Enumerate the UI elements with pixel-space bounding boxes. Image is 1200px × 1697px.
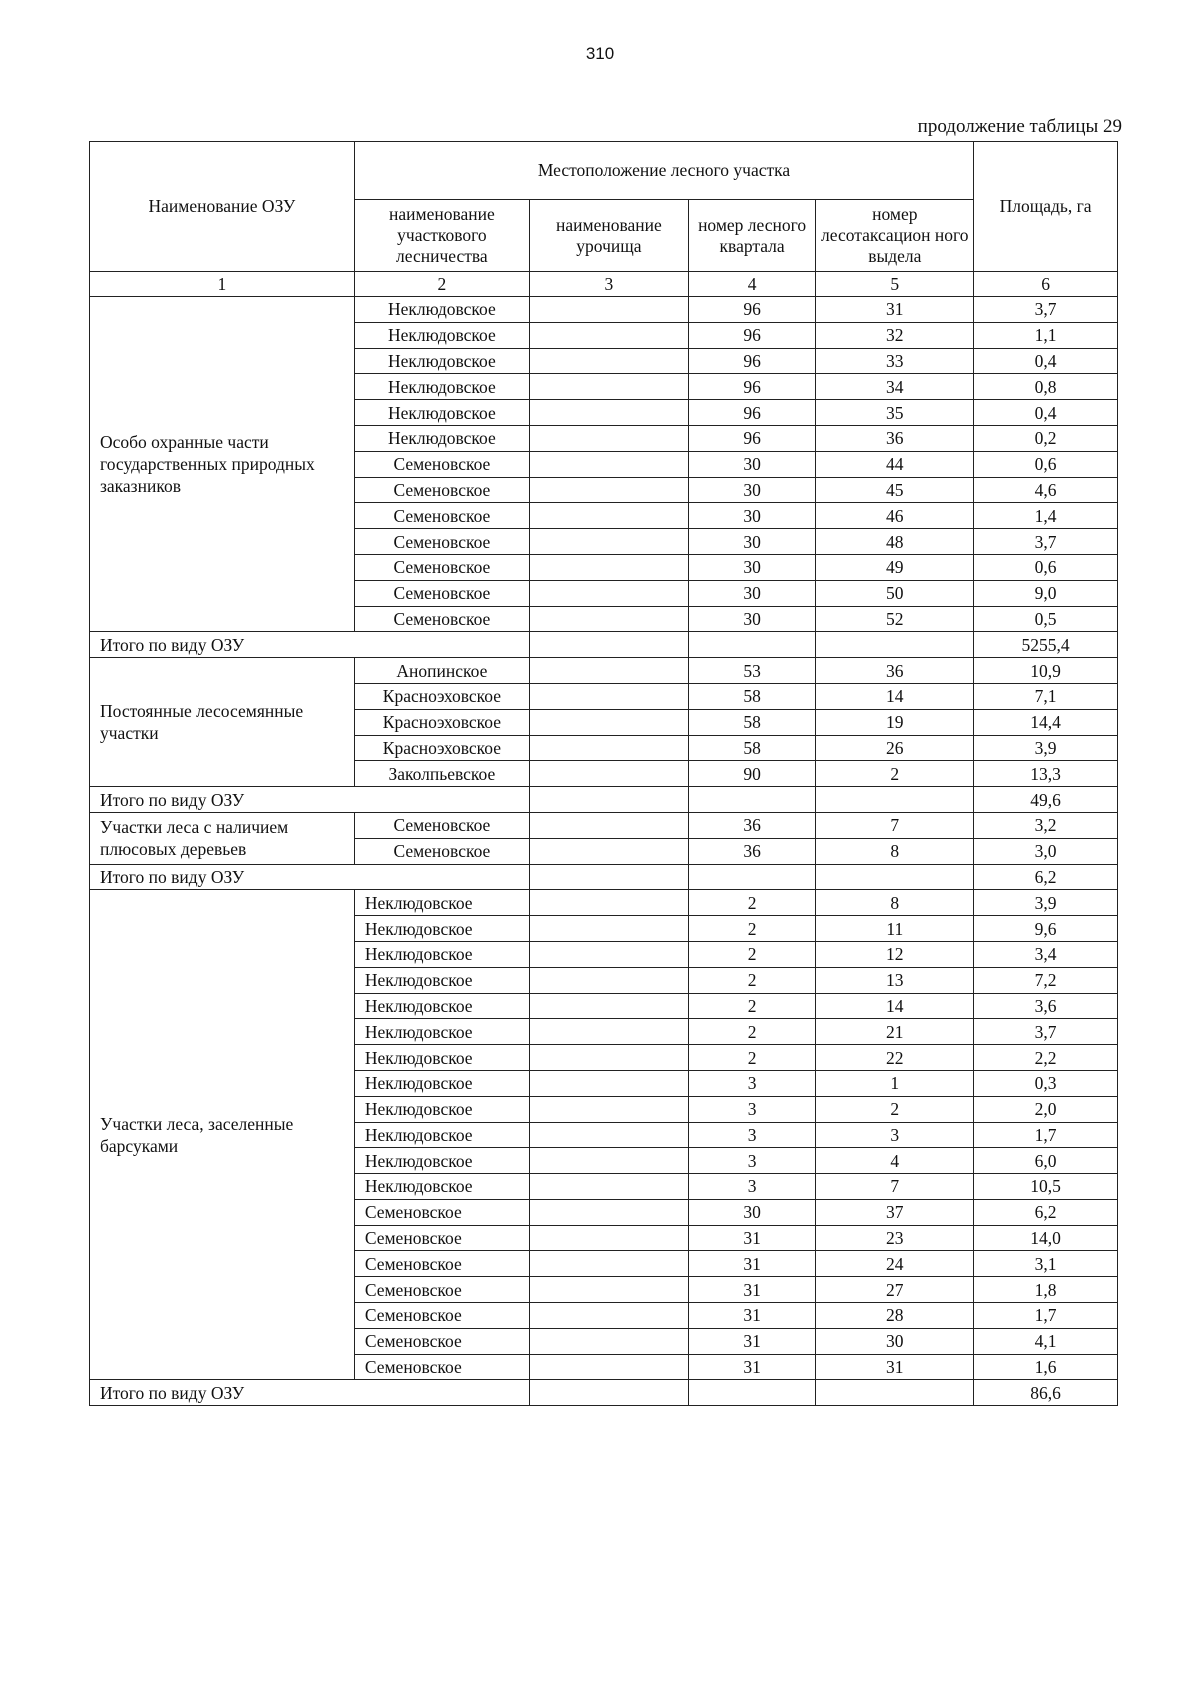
- quarter-cell: 3: [688, 1122, 816, 1148]
- forestry-cell: Неклюдовское: [354, 967, 529, 993]
- tract-cell: [529, 1354, 688, 1380]
- forestry-cell: Неклюдовское: [354, 348, 529, 374]
- forestry-cell: Неклюдовское: [354, 916, 529, 942]
- tract-cell: [529, 812, 688, 838]
- tract-cell: [529, 1277, 688, 1303]
- ozu-table: [89, 141, 1118, 1406]
- tract-cell: [529, 1303, 688, 1329]
- area-cell: 0,3: [974, 1070, 1118, 1096]
- empty-cell: [816, 787, 974, 813]
- area-cell: 1,7: [974, 1122, 1118, 1148]
- section-cell: 44: [816, 451, 974, 477]
- tract-cell: [529, 477, 688, 503]
- section-cell: 37: [816, 1199, 974, 1225]
- forestry-cell: Семеновское: [354, 1354, 529, 1380]
- area-cell: 7,2: [974, 967, 1118, 993]
- section-cell: 21: [816, 1019, 974, 1045]
- forestry-cell: Неклюдовское: [354, 1045, 529, 1071]
- area-cell: 4,1: [974, 1328, 1118, 1354]
- forestry-cell: Красноэховское: [354, 709, 529, 735]
- area-cell: 0,4: [974, 348, 1118, 374]
- forestry-cell: Красноэховское: [354, 735, 529, 761]
- section-cell: 11: [816, 916, 974, 942]
- empty-cell: [816, 1380, 974, 1406]
- total-row: [90, 787, 1118, 813]
- section-cell: 23: [816, 1225, 974, 1251]
- quarter-cell: 30: [688, 529, 816, 555]
- quarter-cell: 3: [688, 1096, 816, 1122]
- forestry-cell: Семеновское: [354, 606, 529, 632]
- forestry-cell: Семеновское: [354, 1277, 529, 1303]
- forestry-cell: Неклюдовское: [354, 941, 529, 967]
- tract-cell: [529, 658, 688, 684]
- total-row: [90, 632, 1118, 658]
- tract-cell: [529, 1251, 688, 1277]
- total-row: [90, 864, 1118, 890]
- area-cell: 13,3: [974, 761, 1118, 787]
- quarter-cell: 31: [688, 1354, 816, 1380]
- quarter-cell: 2: [688, 916, 816, 942]
- header-section: номер лесотаксацион ного выдела: [816, 200, 974, 272]
- tract-cell: [529, 993, 688, 1019]
- area-cell: 3,0: [974, 838, 1118, 864]
- tract-cell: [529, 838, 688, 864]
- quarter-cell: 2: [688, 941, 816, 967]
- area-cell: 3,1: [974, 1251, 1118, 1277]
- section-cell: 34: [816, 374, 974, 400]
- area-cell: 3,7: [974, 529, 1118, 555]
- table-body: [90, 297, 1118, 1406]
- quarter-cell: 96: [688, 348, 816, 374]
- tract-cell: [529, 529, 688, 555]
- quarter-cell: 30: [688, 451, 816, 477]
- section-cell: 8: [816, 890, 974, 916]
- header-area: Площадь, га: [974, 142, 1118, 272]
- tract-cell: [529, 1019, 688, 1045]
- header-quarter: номер лесного квартала: [688, 200, 816, 272]
- forestry-cell: Семеновское: [354, 1303, 529, 1329]
- column-numbers-row: [90, 272, 1118, 297]
- tract-cell: [529, 297, 688, 323]
- quarter-cell: 96: [688, 425, 816, 451]
- section-cell: 46: [816, 503, 974, 529]
- area-cell: 3,4: [974, 941, 1118, 967]
- section-cell: 31: [816, 1354, 974, 1380]
- forestry-cell: Неклюдовское: [354, 1148, 529, 1174]
- quarter-cell: 30: [688, 1199, 816, 1225]
- total-area: 49,6: [974, 787, 1118, 813]
- quarter-cell: 30: [688, 606, 816, 632]
- section-cell: 1: [816, 1070, 974, 1096]
- tract-cell: [529, 890, 688, 916]
- quarter-cell: 58: [688, 735, 816, 761]
- section-cell: 49: [816, 554, 974, 580]
- quarter-cell: 3: [688, 1070, 816, 1096]
- tract-cell: [529, 1070, 688, 1096]
- area-cell: 4,6: [974, 477, 1118, 503]
- quarter-cell: 58: [688, 683, 816, 709]
- area-cell: 1,1: [974, 322, 1118, 348]
- tract-cell: [529, 1148, 688, 1174]
- column-number: 1: [90, 272, 355, 297]
- empty-cell: [529, 632, 688, 658]
- table-row: [90, 297, 1118, 323]
- area-cell: 3,6: [974, 993, 1118, 1019]
- forestry-cell: Семеновское: [354, 838, 529, 864]
- tract-cell: [529, 400, 688, 426]
- forestry-cell: Семеновское: [354, 580, 529, 606]
- tract-cell: [529, 554, 688, 580]
- tract-cell: [529, 348, 688, 374]
- area-cell: 0,8: [974, 374, 1118, 400]
- forestry-cell: Неклюдовское: [354, 890, 529, 916]
- column-number: 6: [974, 272, 1118, 297]
- quarter-cell: 2: [688, 1045, 816, 1071]
- section-cell: 52: [816, 606, 974, 632]
- tract-cell: [529, 374, 688, 400]
- forestry-cell: Неклюдовское: [354, 400, 529, 426]
- forestry-cell: Неклюдовское: [354, 1174, 529, 1200]
- area-cell: 3,9: [974, 890, 1118, 916]
- forestry-cell: Семеновское: [354, 451, 529, 477]
- ozu-group-name: Особо охранные части государственных природных заказников: [90, 297, 355, 632]
- area-cell: 9,6: [974, 916, 1118, 942]
- section-cell: 27: [816, 1277, 974, 1303]
- column-number: 4: [688, 272, 816, 297]
- empty-cell: [688, 787, 816, 813]
- table-row: [90, 658, 1118, 684]
- section-cell: 14: [816, 993, 974, 1019]
- quarter-cell: 2: [688, 993, 816, 1019]
- tract-cell: [529, 580, 688, 606]
- forestry-cell: Неклюдовское: [354, 993, 529, 1019]
- empty-cell: [688, 632, 816, 658]
- tract-cell: [529, 941, 688, 967]
- tract-cell: [529, 322, 688, 348]
- quarter-cell: 31: [688, 1277, 816, 1303]
- area-cell: 2,0: [974, 1096, 1118, 1122]
- empty-cell: [816, 864, 974, 890]
- section-cell: 32: [816, 322, 974, 348]
- forestry-cell: Неклюдовское: [354, 1019, 529, 1045]
- table-row: [90, 890, 1118, 916]
- quarter-cell: 2: [688, 967, 816, 993]
- quarter-cell: 96: [688, 322, 816, 348]
- tract-cell: [529, 451, 688, 477]
- empty-cell: [816, 632, 974, 658]
- quarter-cell: 36: [688, 812, 816, 838]
- quarter-cell: 2: [688, 1019, 816, 1045]
- tract-cell: [529, 1199, 688, 1225]
- forestry-cell: Заколпьевское: [354, 761, 529, 787]
- header-location: Местоположение лесного участка: [354, 142, 973, 200]
- page-number: 310: [585, 44, 615, 63]
- section-cell: 50: [816, 580, 974, 606]
- ozu-group-name: Участки леса с наличием плюсовых деревьев: [90, 812, 355, 864]
- area-cell: 3,9: [974, 735, 1118, 761]
- table-caption: продолжение таблицы 29: [917, 116, 1122, 137]
- total-area: 86,6: [974, 1380, 1118, 1406]
- forestry-cell: Семеновское: [354, 1225, 529, 1251]
- section-cell: 2: [816, 761, 974, 787]
- empty-cell: [529, 1380, 688, 1406]
- area-cell: 1,8: [974, 1277, 1118, 1303]
- section-cell: 13: [816, 967, 974, 993]
- area-cell: 7,1: [974, 683, 1118, 709]
- section-cell: 8: [816, 838, 974, 864]
- area-cell: 3,7: [974, 297, 1118, 323]
- tract-cell: [529, 1096, 688, 1122]
- ozu-group-name: Постоянные лесосемянные участки: [90, 658, 355, 787]
- forestry-cell: Неклюдовское: [354, 1070, 529, 1096]
- tract-cell: [529, 1122, 688, 1148]
- forestry-cell: Семеновское: [354, 1251, 529, 1277]
- area-cell: 14,0: [974, 1225, 1118, 1251]
- area-cell: 10,9: [974, 658, 1118, 684]
- area-cell: 0,4: [974, 400, 1118, 426]
- section-cell: 19: [816, 709, 974, 735]
- section-cell: 48: [816, 529, 974, 555]
- area-cell: 3,7: [974, 1019, 1118, 1045]
- forestry-cell: Семеновское: [354, 477, 529, 503]
- area-cell: 1,7: [974, 1303, 1118, 1329]
- quarter-cell: 2: [688, 890, 816, 916]
- quarter-cell: 31: [688, 1225, 816, 1251]
- forestry-cell: Семеновское: [354, 503, 529, 529]
- tract-cell: [529, 735, 688, 761]
- total-row: [90, 1380, 1118, 1406]
- forestry-cell: Семеновское: [354, 1199, 529, 1225]
- section-cell: 36: [816, 425, 974, 451]
- section-cell: 26: [816, 735, 974, 761]
- area-cell: 1,4: [974, 503, 1118, 529]
- tract-cell: [529, 1328, 688, 1354]
- tract-cell: [529, 709, 688, 735]
- quarter-cell: 31: [688, 1303, 816, 1329]
- tract-cell: [529, 503, 688, 529]
- total-label: Итого по виду ОЗУ: [90, 864, 530, 890]
- quarter-cell: 96: [688, 374, 816, 400]
- column-number: 5: [816, 272, 974, 297]
- tract-cell: [529, 425, 688, 451]
- section-cell: 3: [816, 1122, 974, 1148]
- forestry-cell: Неклюдовское: [354, 1122, 529, 1148]
- header-tract: наименование урочища: [529, 200, 688, 272]
- section-cell: 7: [816, 812, 974, 838]
- area-cell: 10,5: [974, 1174, 1118, 1200]
- quarter-cell: 30: [688, 580, 816, 606]
- table-header: [90, 142, 1118, 297]
- quarter-cell: 31: [688, 1251, 816, 1277]
- area-cell: 9,0: [974, 580, 1118, 606]
- total-area: 5255,4: [974, 632, 1118, 658]
- column-number: 3: [529, 272, 688, 297]
- header-forestry: наименование участкового лесничества: [354, 200, 529, 272]
- section-cell: 28: [816, 1303, 974, 1329]
- forestry-cell: Неклюдовское: [354, 374, 529, 400]
- total-area: 6,2: [974, 864, 1118, 890]
- quarter-cell: 30: [688, 477, 816, 503]
- forestry-cell: Семеновское: [354, 554, 529, 580]
- area-cell: 1,6: [974, 1354, 1118, 1380]
- forestry-cell: Неклюдовское: [354, 1096, 529, 1122]
- empty-cell: [688, 1380, 816, 1406]
- section-cell: 4: [816, 1148, 974, 1174]
- area-cell: 0,2: [974, 425, 1118, 451]
- forestry-cell: Красноэховское: [354, 683, 529, 709]
- tract-cell: [529, 916, 688, 942]
- quarter-cell: 3: [688, 1148, 816, 1174]
- tract-cell: [529, 761, 688, 787]
- quarter-cell: 30: [688, 503, 816, 529]
- total-label: Итого по виду ОЗУ: [90, 632, 530, 658]
- section-cell: 12: [816, 941, 974, 967]
- header-name: Наименование ОЗУ: [90, 142, 355, 272]
- empty-cell: [688, 864, 816, 890]
- section-cell: 31: [816, 297, 974, 323]
- forestry-cell: Семеновское: [354, 529, 529, 555]
- area-cell: 0,5: [974, 606, 1118, 632]
- quarter-cell: 53: [688, 658, 816, 684]
- empty-cell: [529, 787, 688, 813]
- section-cell: 22: [816, 1045, 974, 1071]
- total-label: Итого по виду ОЗУ: [90, 787, 530, 813]
- tract-cell: [529, 1174, 688, 1200]
- area-cell: 14,4: [974, 709, 1118, 735]
- quarter-cell: 58: [688, 709, 816, 735]
- forestry-cell: Семеновское: [354, 812, 529, 838]
- quarter-cell: 31: [688, 1328, 816, 1354]
- tract-cell: [529, 967, 688, 993]
- section-cell: 30: [816, 1328, 974, 1354]
- tract-cell: [529, 606, 688, 632]
- tract-cell: [529, 683, 688, 709]
- section-cell: 45: [816, 477, 974, 503]
- quarter-cell: 96: [688, 297, 816, 323]
- area-cell: 6,2: [974, 1199, 1118, 1225]
- area-cell: 2,2: [974, 1045, 1118, 1071]
- empty-cell: [529, 864, 688, 890]
- forestry-cell: Неклюдовское: [354, 297, 529, 323]
- forestry-cell: Анопинское: [354, 658, 529, 684]
- section-cell: 24: [816, 1251, 974, 1277]
- column-number: 2: [354, 272, 529, 297]
- quarter-cell: 96: [688, 400, 816, 426]
- quarter-cell: 90: [688, 761, 816, 787]
- section-cell: 7: [816, 1174, 974, 1200]
- area-cell: 0,6: [974, 451, 1118, 477]
- section-cell: 35: [816, 400, 974, 426]
- section-cell: 14: [816, 683, 974, 709]
- forestry-cell: Семеновское: [354, 1328, 529, 1354]
- forestry-cell: Неклюдовское: [354, 425, 529, 451]
- tract-cell: [529, 1045, 688, 1071]
- tract-cell: [529, 1225, 688, 1251]
- forestry-cell: Неклюдовское: [354, 322, 529, 348]
- quarter-cell: 30: [688, 554, 816, 580]
- area-cell: 6,0: [974, 1148, 1118, 1174]
- total-label: Итого по виду ОЗУ: [90, 1380, 530, 1406]
- section-cell: 2: [816, 1096, 974, 1122]
- area-cell: 0,6: [974, 554, 1118, 580]
- ozu-group-name: Участки леса, заселенные барсуками: [90, 890, 355, 1380]
- table-row: [90, 812, 1118, 838]
- section-cell: 33: [816, 348, 974, 374]
- area-cell: 3,2: [974, 812, 1118, 838]
- section-cell: 36: [816, 658, 974, 684]
- quarter-cell: 3: [688, 1174, 816, 1200]
- quarter-cell: 36: [688, 838, 816, 864]
